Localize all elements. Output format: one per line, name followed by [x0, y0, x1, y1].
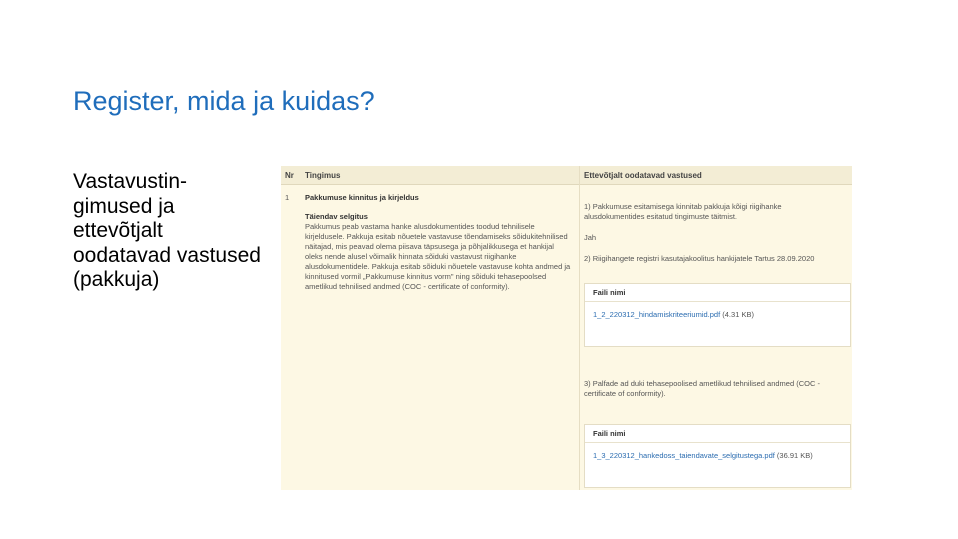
table-header — [281, 166, 852, 185]
body-text-main: Vastavustin-gimused ja ettevõtjalt oodatavad vastused — [73, 170, 261, 267]
response-1-text: 1) Pakkumuse esitamisega kinnitab pakkuja kõigi riigihanke alusdokumentides esitatud tingimuste täitmist. — [584, 202, 782, 221]
body-text-sub: (pakkuja) — [73, 268, 160, 291]
column-divider — [579, 166, 580, 490]
file-link-2[interactable] — [593, 451, 813, 460]
slide-title: Register, mida ja kuidas? — [73, 86, 375, 116]
clarification-title: Täiendav selgitus — [305, 212, 368, 221]
file-name-header: Faili nimi — [593, 429, 626, 438]
header-responses: Ettevõtjalt oodatavad vastused — [584, 171, 702, 180]
slide-body-text — [73, 170, 263, 293]
header-condition: Tingimus — [305, 171, 341, 180]
file-table-1-header — [585, 284, 850, 302]
clarification-text: Pakkumus peab vastama hanke alusdokumentides toodud tehnilisele kirjeldusele. Pakkuja esitab nõuetele vastavuse tõendamiseks sõidukitehnilised näitajad, mis peavad olema piisava täpsusega ja põhjalikkusega et hankijal oleks nende alusel võimalik hinnata sõiduki vastavust riigihanke alusdokumentidele. Pakkuja esitab sõiduki nõuetele vastavuse kohta andmed ja kinnitused vormil „Pakkumuse kinnitus vorm" ning sõiduki tehasepoolsed ametlikud tehnilised andmed (COC - certificate of conformity). — [305, 222, 571, 291]
file-link-2-name[interactable]: 1_3_220312_hankedoss_taiendavate_selgitustega.pdf — [593, 451, 775, 460]
response-1-answer: Jah — [584, 233, 597, 242]
file-table-2 — [584, 424, 851, 488]
file-table-2-header — [585, 425, 850, 443]
condition-title: Pakkumuse kinnitus ja kirjeldus — [305, 193, 419, 202]
response-3-text: 3) Palfade ad duki tehasepoolised ametlikud tehnilised andmed (COC - certificate of conformity). — [584, 379, 820, 398]
file-link-1-name[interactable]: 1_2_220312_hindamiskriteeriumid.pdf — [593, 310, 721, 319]
header-nr: Nr — [285, 171, 294, 180]
row-number: 1 — [285, 193, 290, 202]
file-link-1[interactable] — [593, 310, 754, 319]
file-link-2-size: (36.91 KB) — [776, 451, 813, 460]
file-name-header: Faili nimi — [593, 288, 626, 297]
file-table-1 — [584, 283, 851, 347]
embedded-screenshot-table — [281, 166, 852, 490]
file-link-1-size: (4.31 KB) — [722, 310, 754, 319]
response-2-text: 2) Riigihangete registri kasutajakoolitus hankijatele Tartus 28.09.2020 — [584, 254, 815, 263]
